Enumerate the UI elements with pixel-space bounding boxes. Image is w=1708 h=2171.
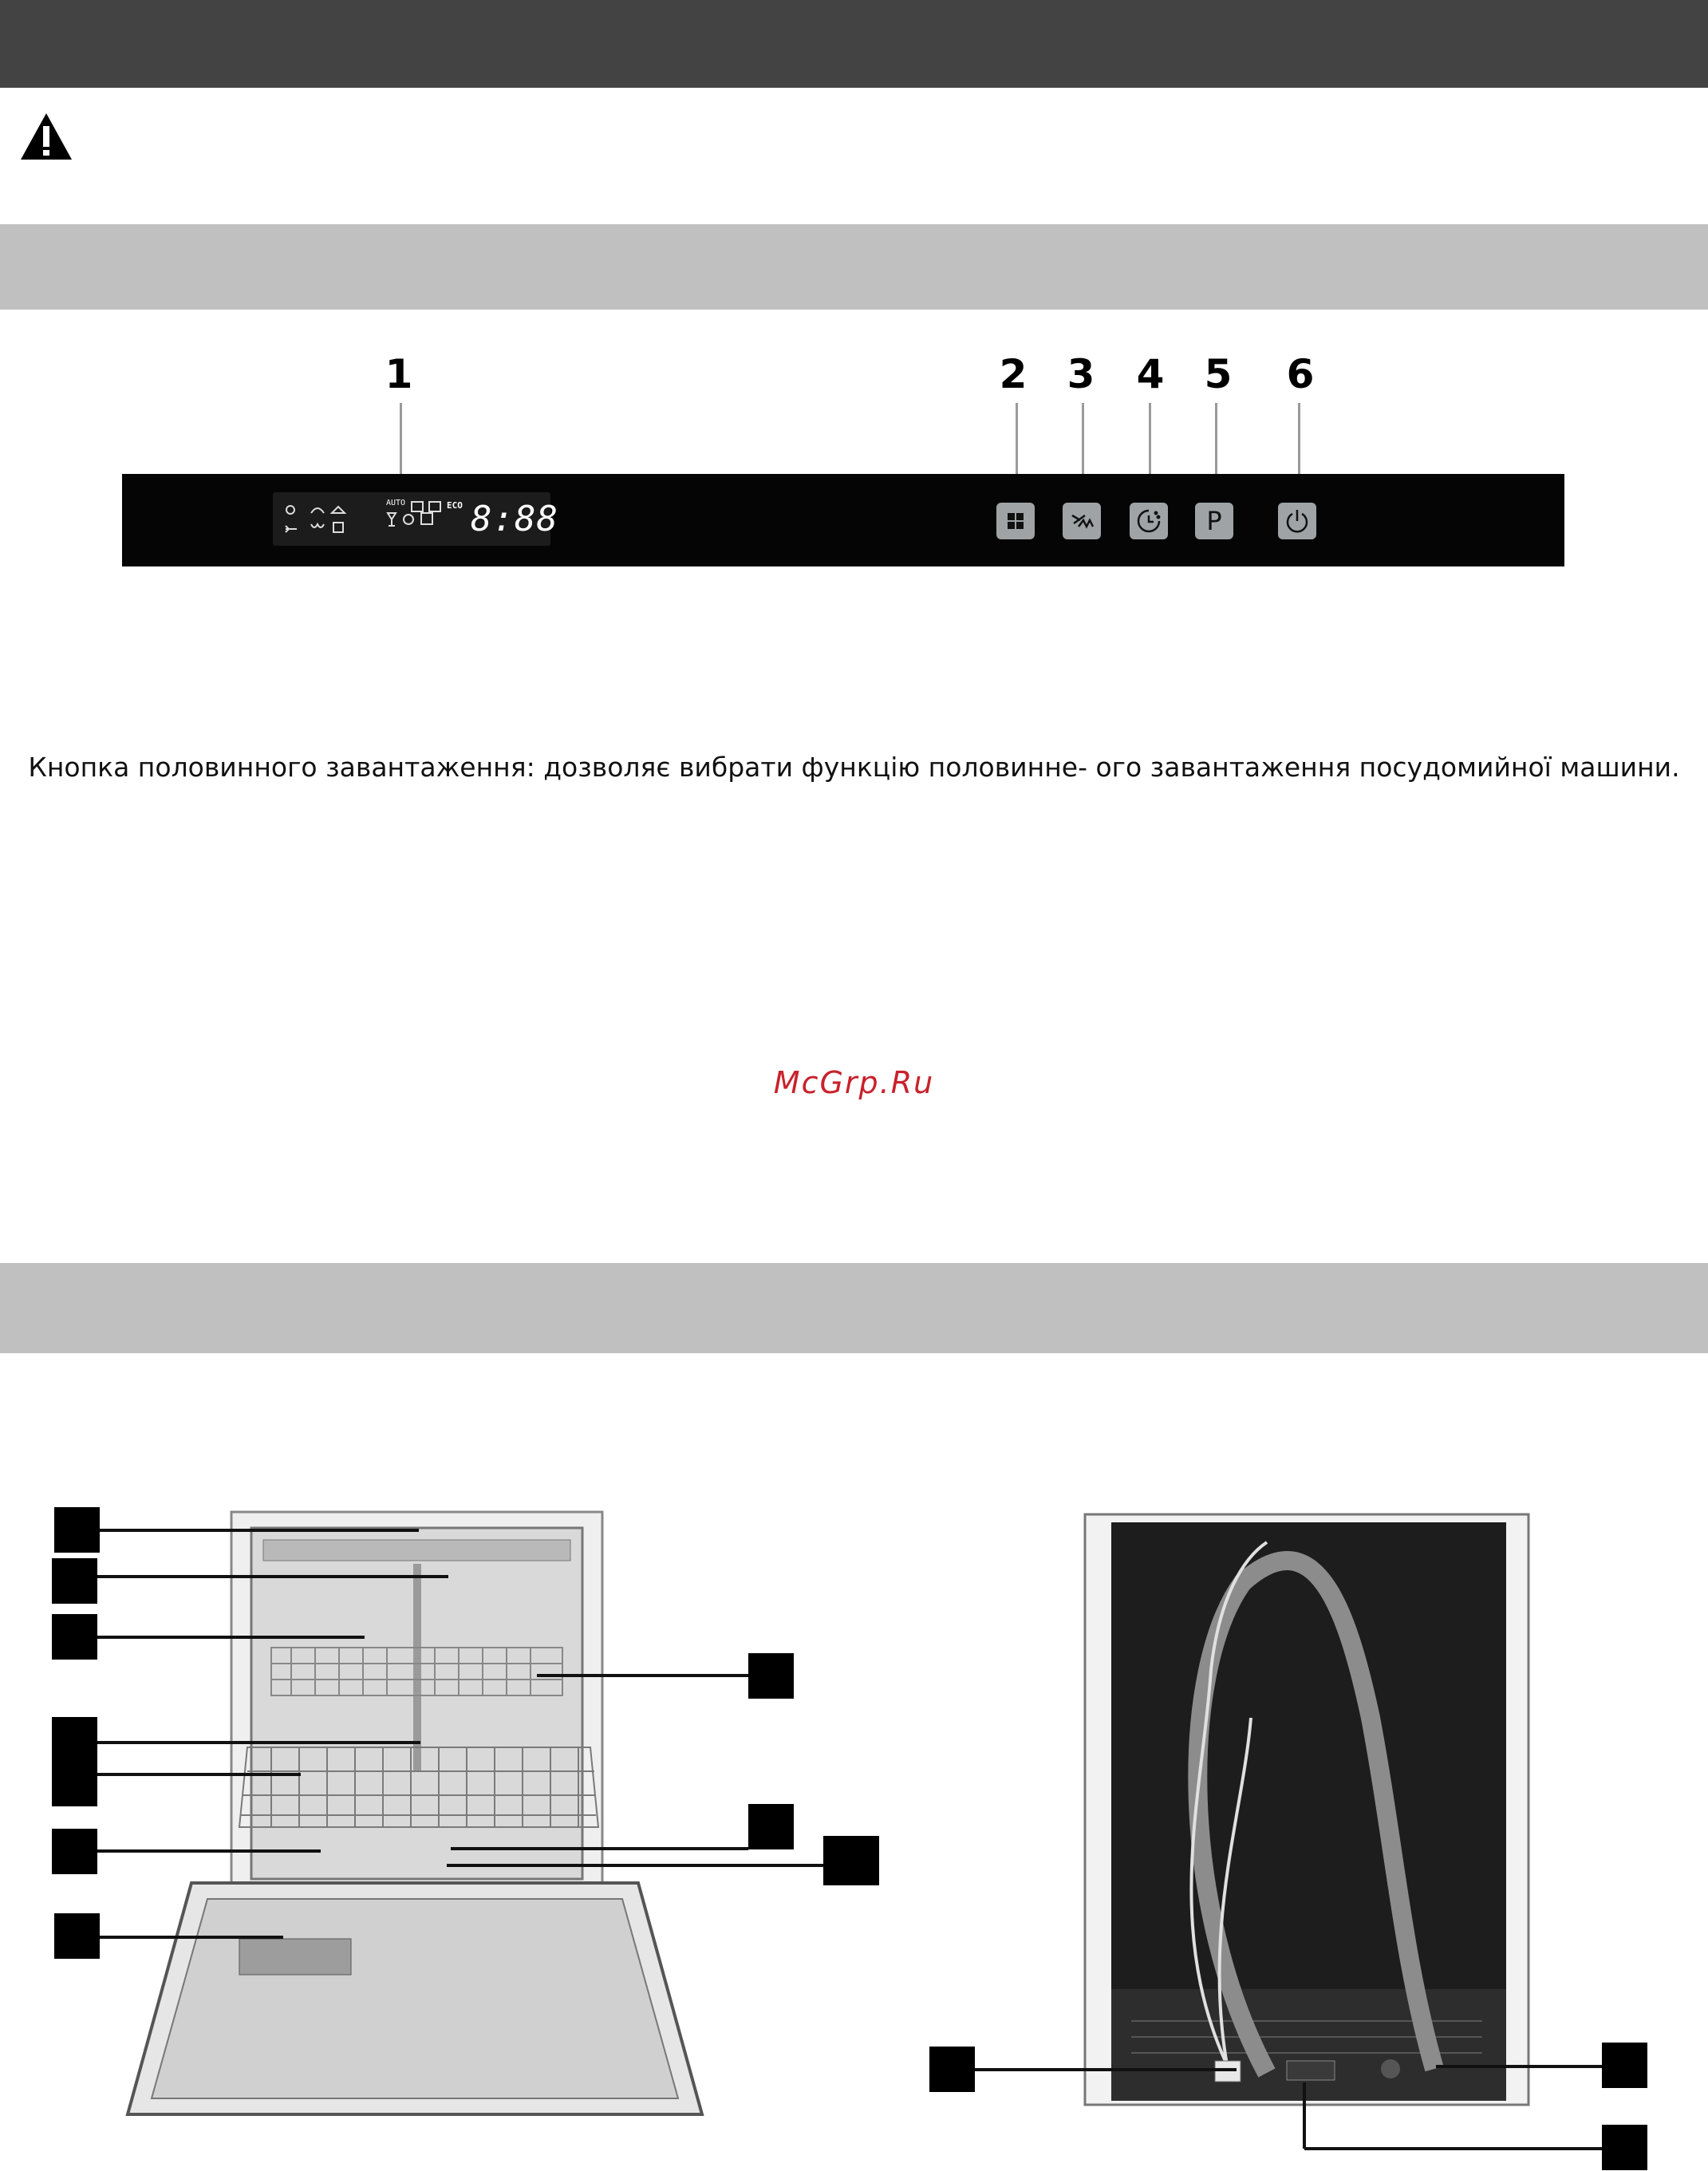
callout-number: 5	[1204, 351, 1233, 397]
callout-number: 4	[1136, 351, 1165, 397]
pot-icon	[410, 499, 450, 515]
callout-box	[52, 1717, 97, 1762]
half-load-button[interactable]	[996, 503, 1035, 539]
program-symbols-icon	[279, 500, 375, 539]
leader-line	[1303, 2082, 1306, 2149]
display-area	[273, 492, 558, 546]
watermark: McGrp.Ru	[773, 1065, 935, 1100]
leader-line	[97, 1849, 321, 1853]
callout-box	[52, 1614, 97, 1660]
delay-timer-button[interactable]	[1130, 503, 1168, 539]
leader-line	[1304, 2147, 1602, 2150]
callout-box	[52, 1558, 97, 1604]
callout-box	[54, 1913, 100, 1959]
warning-icon	[19, 112, 73, 161]
leader-line	[975, 2068, 1237, 2071]
half-load-icon	[996, 503, 1035, 539]
leader-line	[97, 1636, 365, 1639]
callout-box	[748, 1653, 794, 1699]
leader-line	[100, 1936, 283, 1939]
callout-box	[929, 2047, 975, 2092]
power-icon	[1278, 503, 1316, 539]
callout-box	[52, 1761, 97, 1806]
time-display: 8:88	[471, 499, 558, 539]
leader-line	[537, 1674, 748, 1677]
dishwasher-back-photo	[1083, 1510, 1530, 2109]
half-load-description: Кнопка половинного завантаження: дозволяє вибрати функцію половинне- ого завантаження посудомийної машини.	[28, 752, 1680, 783]
callout-box	[823, 1836, 879, 1885]
dishwasher-front-photo	[120, 1508, 710, 2146]
leader-line	[100, 1529, 419, 1532]
header-band	[0, 0, 1708, 88]
callout-box	[748, 1804, 794, 1849]
callout-box	[1602, 2043, 1647, 2088]
leader-line	[97, 1575, 448, 1578]
section-band-appliance	[0, 1263, 1708, 1353]
callout-box	[52, 1829, 97, 1874]
leader-line	[97, 1773, 301, 1776]
leader-line	[1436, 2065, 1602, 2068]
callout-number: 2	[999, 351, 1028, 397]
callout-box	[54, 1507, 100, 1553]
extra-dry-button[interactable]	[1063, 503, 1101, 539]
leader-line	[447, 1864, 823, 1867]
callout-box	[1602, 2125, 1647, 2170]
section-band-control-panel	[0, 224, 1708, 310]
auto-label: AUTO	[386, 499, 406, 507]
callout-number: 1	[385, 351, 413, 397]
extra-dry-icon	[1063, 503, 1101, 539]
callout-number: 3	[1067, 351, 1095, 397]
leader-line	[97, 1741, 420, 1744]
callout-number: 6	[1286, 351, 1315, 397]
program-button[interactable]	[1195, 503, 1233, 539]
power-button[interactable]	[1278, 503, 1316, 539]
leader-line	[451, 1847, 748, 1850]
program-icon: P	[1206, 506, 1222, 536]
eco-label: ECO	[447, 500, 463, 511]
delay-timer-icon	[1130, 503, 1168, 539]
